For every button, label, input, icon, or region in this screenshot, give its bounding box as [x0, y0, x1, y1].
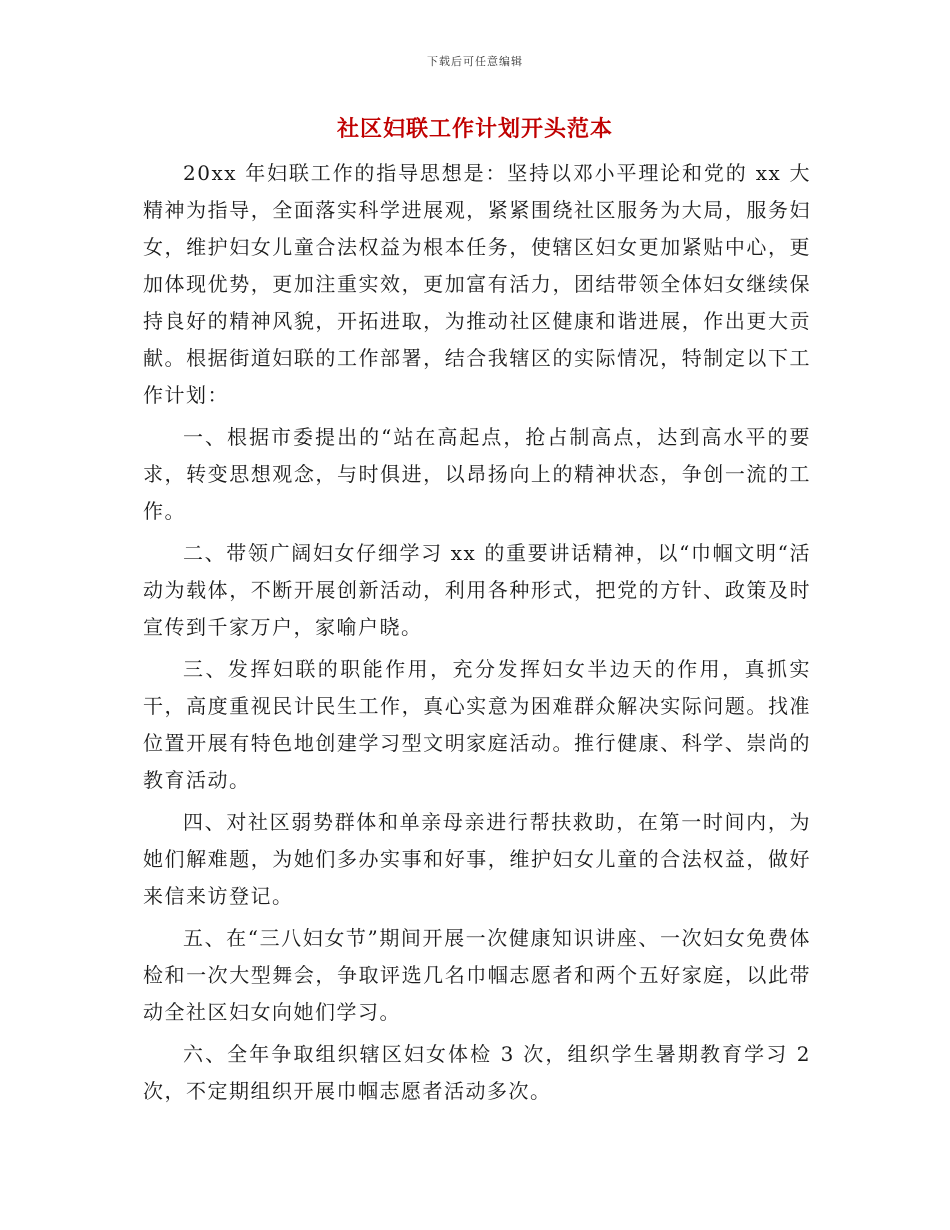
paragraph-guiding-thought: 20xx 年妇联工作的指导思想是：坚持以邓小平理论和党的 xx 大精神为指导，全面落实科学进展观，紧紧围绕社区服务为大局，服务妇女，维护妇女儿童合法权益为根本任务，使辖区妇女更加紧贴中心，更加体现优势，更加注重实效，更加富有活力，团结带领全体妇女继续保持良好的精神风貌，开拓进取，为推动社区健康和谐进展，作出更大贡献。根据街道妇联的工作部署，结合我辖区的实际情况，特制定以下工作计划：	[143, 161, 811, 407]
paragraph-item-2: 二、带领广阔妇女仔细学习 xx 的重要讲话精神，以“巾帼文明“活动为载体，不断开展创新活动，利用各种形式，把党的方针、政策及时宣传到千家万户，家喻户晓。	[143, 541, 811, 639]
document-body	[143, 155, 811, 1115]
paragraph-item-3: 三、发挥妇联的职能作用，充分发挥妇女半边天的作用，真抓实干，高度重视民计民生工作，真心实意为困难群众解决实际问题。找准位置开展有特色地创建学习型文明家庭活动。推行健康、科学、崇尚的教育活动。	[143, 657, 811, 792]
header-note: 下载后可任意编辑	[427, 55, 523, 68]
paragraph-item-1: 一、根据市委提出的“站在高起点，抢占制高点，达到高水平的要求，转变思想观念，与时俱进，以昂扬向上的精神状态，争创一流的工作。	[143, 425, 811, 523]
paragraph-item-6: 六、全年争取组织辖区妇女体检 3 次，组织学生暑期教育学习 2 次，不定期组织开展巾帼志愿者活动多次。	[143, 1042, 811, 1103]
paragraph-item-4: 四、对社区弱势群体和单亲母亲进行帮扶救助，在第一时间内，为她们解难题，为她们多办实事和好事，维护妇女儿童的合法权益，做好来信来访登记。	[143, 810, 811, 908]
document-title: 社区妇联工作计划开头范本	[336, 116, 613, 142]
paragraph-item-5: 五、在“三八妇女节”期间开展一次健康知识讲座、一次妇女免费体检和一次大型舞会，争取评选几名巾帼志愿者和两个五好家庭，以此带动全社区妇女向她们学习。	[143, 926, 811, 1024]
